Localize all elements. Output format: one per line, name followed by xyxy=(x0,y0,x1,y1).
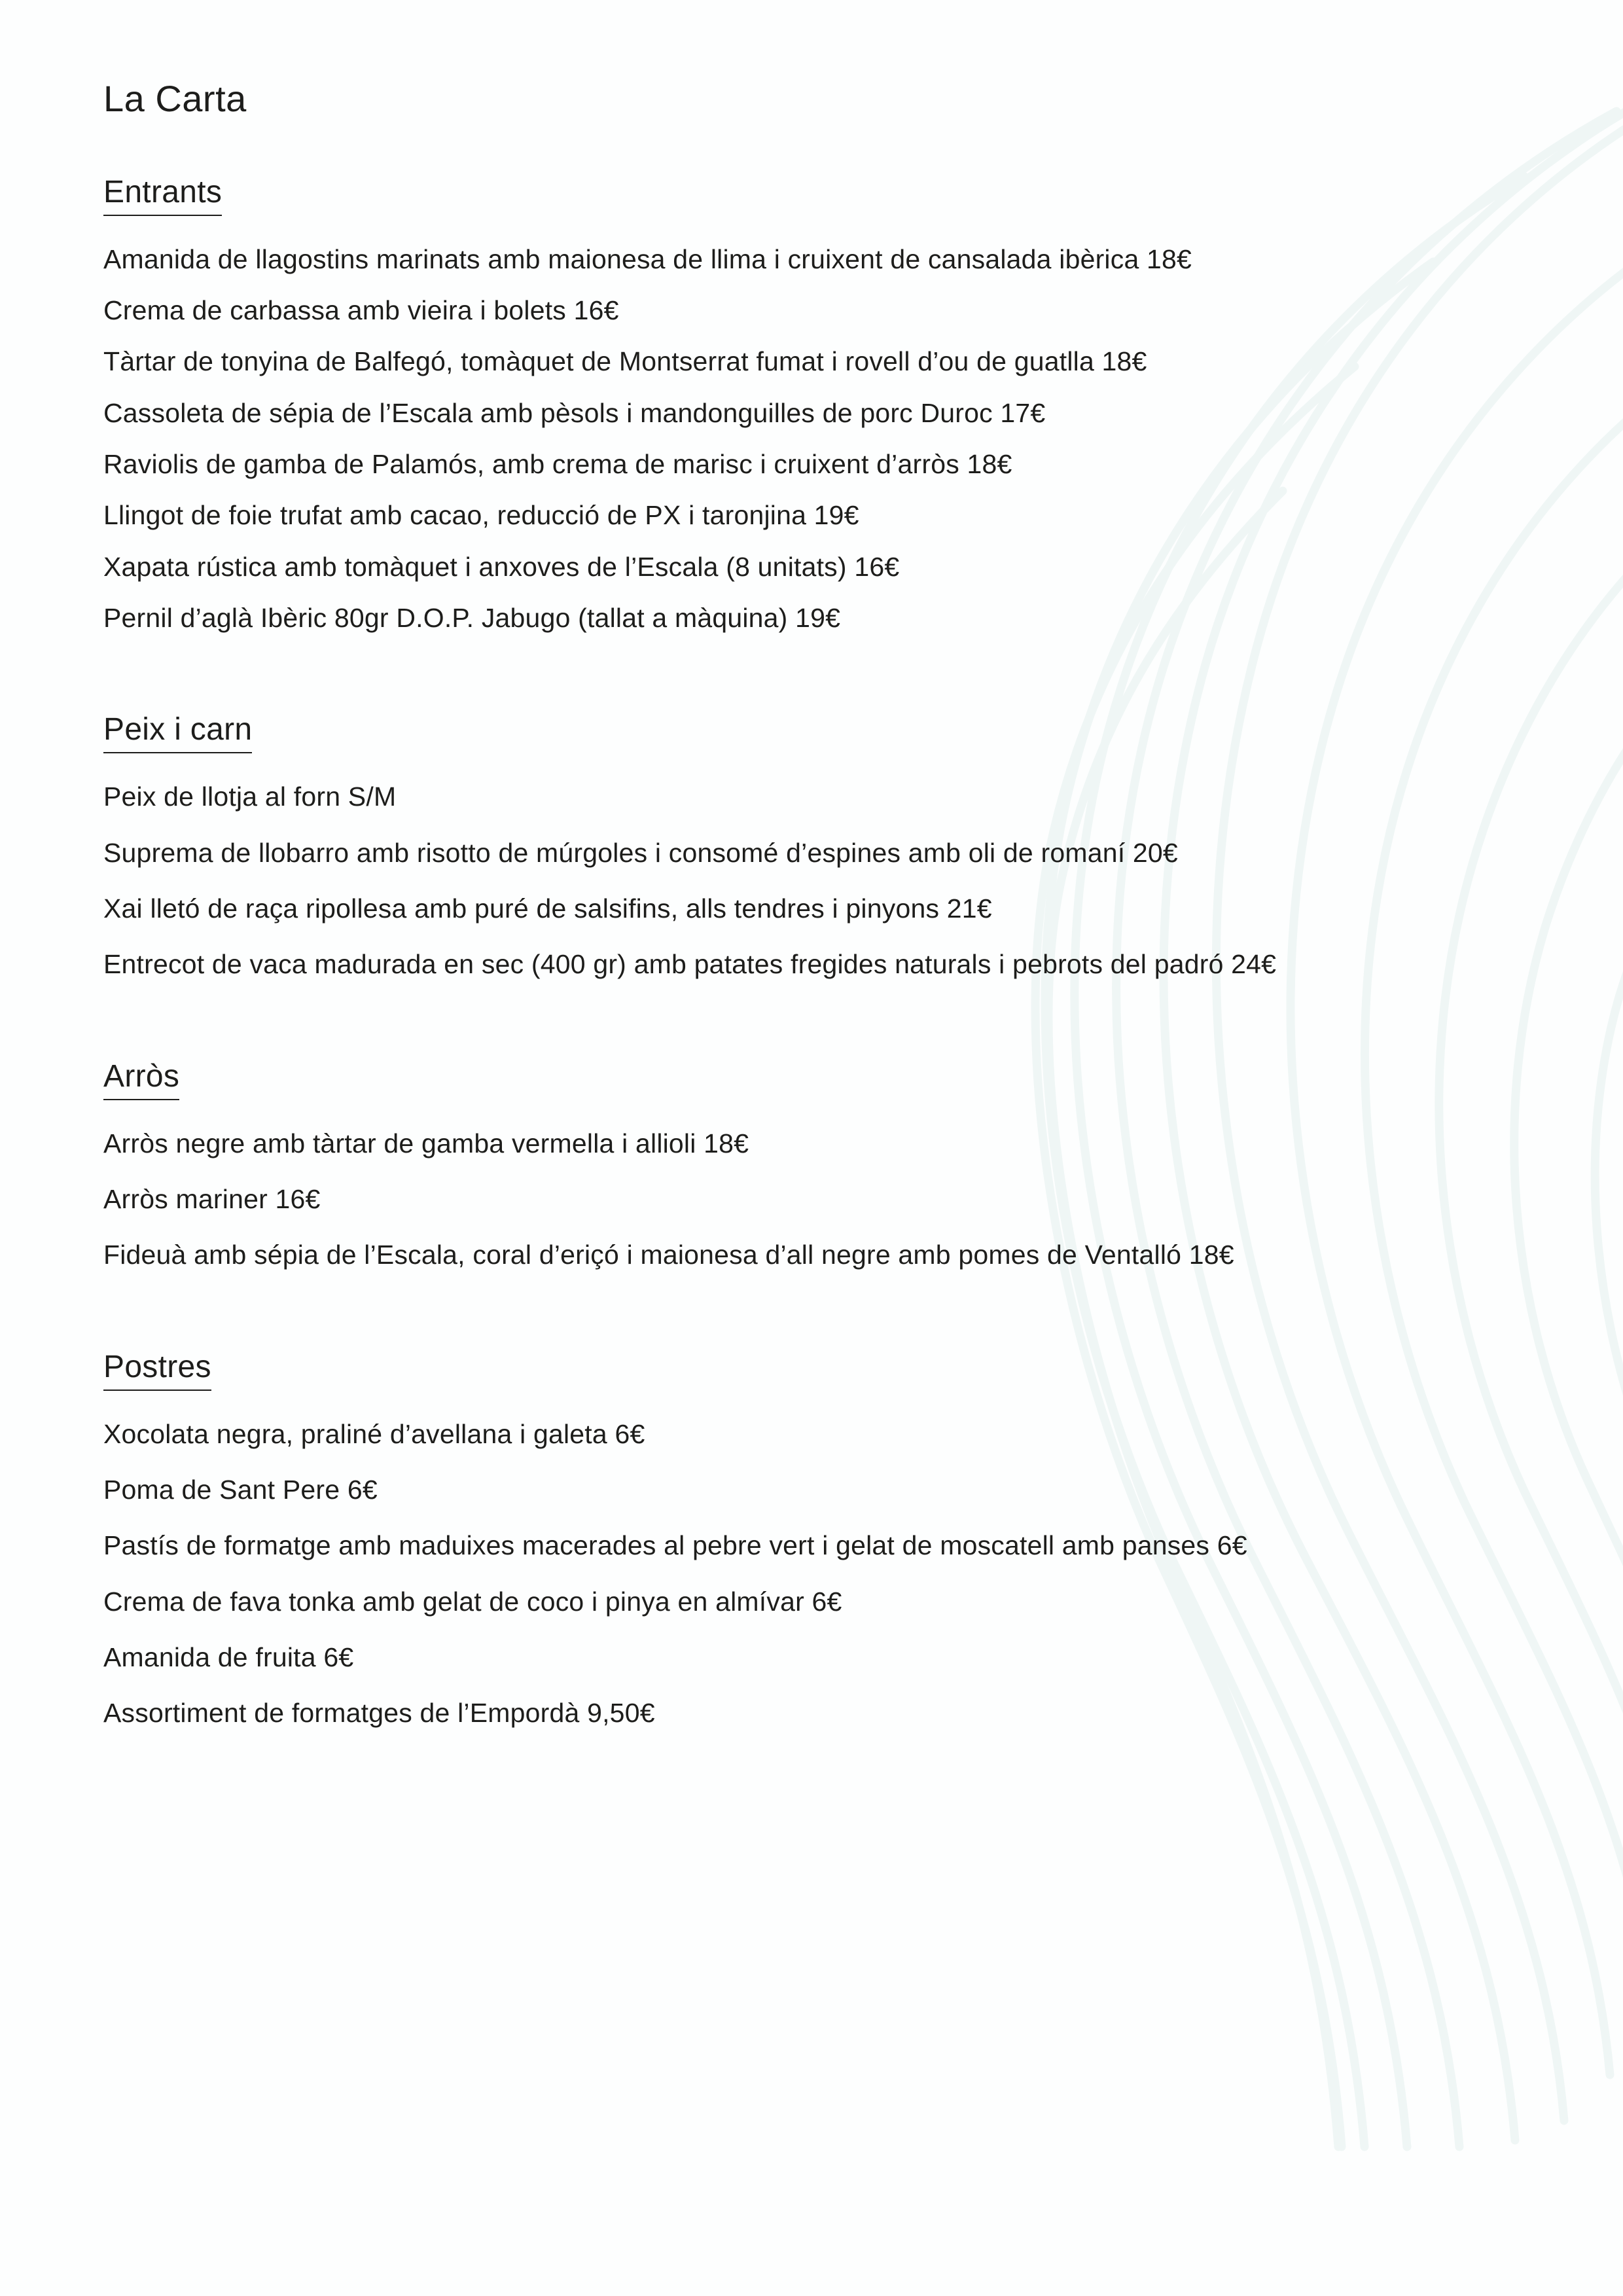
menu-section-entrants xyxy=(103,174,1432,636)
section-title-peix-i-carn: Peix i carn xyxy=(103,711,252,753)
menu-item: Pastís de formatge amb maduixes macerades al pebre vert i gelat de moscatell amb panses 6€ xyxy=(103,1530,1247,1561)
menu-item: Amanida de llagostins marinats amb maionesa de llima i cruixent de cansalada ibèrica 18€ xyxy=(103,243,1192,274)
menu-item: Fideuà amb sépia de l’Escala, coral d’eriçó i maionesa d’all negre amb pomes de Ventalló 18€ xyxy=(103,1240,1234,1270)
section-title-postres: Postres xyxy=(103,1349,211,1391)
menu-item: Arròs mariner 16€ xyxy=(103,1184,321,1215)
menu-item-list-entrants xyxy=(103,242,1432,636)
menu-item: Suprema de llobarro amb risotto de múrgoles i consomé d’espines amb oli de romaní 20€ xyxy=(103,837,1178,868)
menu-item: Poma de Sant Pere 6€ xyxy=(103,1475,378,1505)
menu-item-list-postres xyxy=(103,1417,1432,1731)
menu-item: Amanida de fruita 6€ xyxy=(103,1641,354,1672)
menu-item-list-arros xyxy=(103,1126,1432,1273)
menu-item: Crema de fava tonka amb gelat de coco i pinya en almívar 6€ xyxy=(103,1586,842,1617)
menu-item: Xai lletó de raça ripollesa amb puré de salsifins, alls tendres i pinyons 21€ xyxy=(103,893,992,924)
menu-item: Entrecot de vaca madurada en sec (400 gr) amb patates fregides naturals i pebrots del padró 24€ xyxy=(103,949,1277,980)
menu-item: Raviolis de gamba de Palamós, amb crema de marisc i cruixent d’arròs 18€ xyxy=(103,448,1012,479)
menu-item-list-peix-i-carn xyxy=(103,780,1432,982)
menu-item: Llingot de foie trufat amb cacao, reducció de PX i taronjina 19€ xyxy=(103,500,859,531)
menu-section-postres xyxy=(103,1349,1432,1731)
menu-section-arros xyxy=(103,1058,1432,1273)
menu-item: Assortiment de formatges de l’Empordà 9,50€ xyxy=(103,1698,655,1729)
menu-item: Peix de llotja al forn S/M xyxy=(103,781,397,812)
section-title-entrants: Entrants xyxy=(103,174,222,216)
menu-item: Xocolata negra, praliné d’avellana i galeta 6€ xyxy=(103,1418,645,1449)
menu-content xyxy=(103,79,1432,1752)
menu-item: Arròs negre amb tàrtar de gamba vermella i allioli 18€ xyxy=(103,1128,749,1158)
menu-item: Cassoleta de sépia de l’Escala amb pèsols i mandonguilles de porc Duroc 17€ xyxy=(103,397,1046,428)
menu-item: Pernil d’aglà Ibèric 80gr D.O.P. Jabugo (tallat a màquina) 19€ xyxy=(103,602,841,633)
page-title: La Carta xyxy=(103,78,247,119)
menu-item: Crema de carbassa amb vieira i bolets 16€ xyxy=(103,295,619,326)
menu-item: Xapata rústica amb tomàquet i anxoves de l’Escala (8 unitats) 16€ xyxy=(103,551,900,582)
menu-section-peix-i-carn xyxy=(103,711,1432,982)
menu-item: Tàrtar de tonyina de Balfegó, tomàquet de Montserrat fumat i rovell d’ou de guatlla 18€ xyxy=(103,346,1147,377)
section-title-arros: Arròs xyxy=(103,1058,179,1100)
